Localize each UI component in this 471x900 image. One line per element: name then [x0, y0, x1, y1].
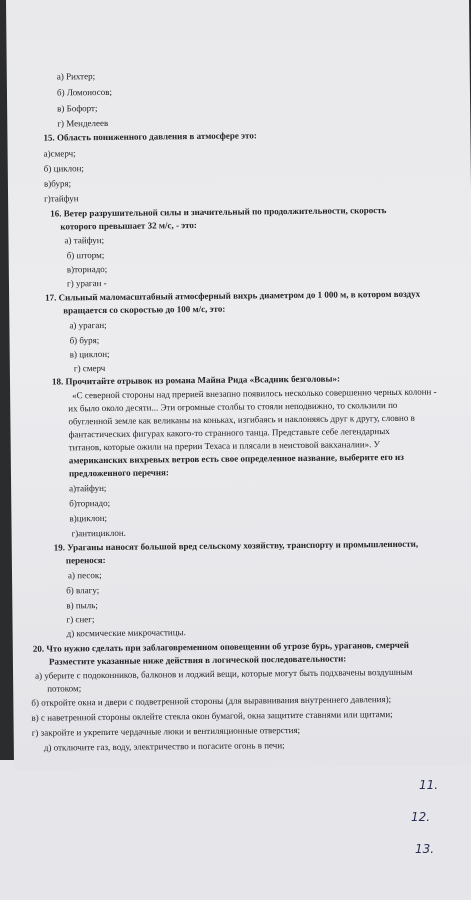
q15-option-d: г)тайфун	[44, 193, 79, 204]
q14-option-a: а) Рихтер;	[56, 71, 96, 82]
handwritten-notes	[409, 778, 459, 874]
q17-question-line2: вращается со скоростью до 100 м/с, это:	[63, 303, 226, 316]
q17-question-line1: 17. Сильный маломасштабный атмосферный вихрь диаметром до 1 000 м, в котором воздух	[45, 288, 421, 303]
q15-question: 15. Область пониженного давления в атмосфере это:	[43, 130, 257, 143]
q20-option-a: а) уберите с подоконников, балконов и лоджий вещи, которые могут быть подхвачены воздушным	[35, 666, 413, 681]
q17-option-a: а) ураган;	[69, 319, 107, 331]
handwritten-note-12: 12.	[411, 810, 431, 824]
q18-text-line3: обугленной земле как великаны на коньках, изгибаясь и наклоняясь друг к другу, словно в	[68, 412, 415, 427]
q18-option-d: г)антициклон.	[71, 527, 126, 539]
q18-text-line4: фантастических фигурах какого-то странного танца. Представьте себе легендарных	[68, 426, 390, 440]
q19-option-c: в) пыль;	[66, 600, 98, 611]
q18-text-line2: их было около десяти... Эти огромные столбы то стояли неподвижно, то скользили по	[68, 399, 398, 414]
q16-option-b: б) шторм;	[66, 249, 105, 261]
q18-text-line7: предложенного перечня:	[68, 467, 169, 479]
q15-option-a: а)смерч;	[43, 148, 76, 159]
q15-option-b: б) циклон;	[43, 163, 84, 174]
document-sheet	[6, 0, 471, 770]
q18-text-line5: титанов, которые ожили на прерии Техаса и плясали в неистовой вакханалии». У	[68, 439, 381, 453]
q20-option-e: д) отключите газ, воду, электричество и погасите огонь в печи;	[43, 740, 285, 753]
q18-option-b: б)торнадо;	[69, 497, 111, 509]
q18-option-c: в)циклон;	[69, 512, 108, 524]
q19-option-b: б) влагу;	[66, 585, 100, 596]
q16-option-a: а) тайфун;	[64, 234, 105, 246]
q20-option-a-cont: потоком;	[47, 683, 82, 694]
q14-option-d: г) Менделеев	[57, 117, 109, 129]
q18-text-line1: «С северной стороны над прерией внезапно появилось несколько совершенно черных колонн -	[72, 386, 437, 401]
q16-option-c: в)торнадо;	[66, 263, 108, 275]
q20-option-c: в) с наветренной стороны оклейте стекла окон бумагой, окна защитите ставнями или щитами;	[31, 708, 393, 723]
q19-question-line2: перенося:	[65, 554, 106, 566]
q19-option-e: д) космические микрочастицы.	[66, 627, 186, 639]
q17-option-c: в) циклон;	[69, 348, 110, 360]
q19-option-a: а) песок;	[67, 570, 102, 581]
q14-option-c: в) Бофорт;	[57, 103, 98, 114]
q16-option-d: г) ураган -	[66, 277, 107, 289]
handwritten-note-13: 13.	[415, 842, 435, 856]
q19-question-line1: 19. Ураганы наносят большой вред сельскому хозяйству, транспорту и промышленности,	[53, 538, 419, 553]
q15-option-c: в)буря;	[43, 178, 72, 189]
paper-lower-area	[0, 760, 471, 900]
q16-question-line1: 16. Ветер разрушительной силы и значительный по продолжительности, скорость	[50, 205, 387, 219]
q14-option-b: б) Ломоносов;	[56, 86, 113, 98]
q18-question: 18. Прочитайте отрывок из романа Майна Рида «Всадник безголовы»:	[51, 373, 341, 387]
q17-option-b: б) буря;	[69, 335, 100, 346]
q18-option-a: а)тайфун;	[69, 482, 107, 494]
q20-option-b: б) откройте окна и двери с подветренной стороны (для выравнивания внутреннего давления);	[31, 694, 392, 708]
q20-question-line2: Разместите указанные ниже действия в логической последовательности:	[48, 653, 347, 667]
q18-text-line6: американских вихревых ветров есть свое определенное название, выберите его из	[68, 451, 404, 466]
q17-option-d: г) смерч	[73, 362, 106, 374]
q19-option-d: г) снег;	[66, 614, 95, 625]
handwritten-note-11: 11.	[419, 778, 439, 792]
q20-option-d: г) закройте и укрепите чердачные люки и вентиляционные отверстия;	[31, 724, 301, 738]
q20-question-line1: 20. Что нужно сделать при заблаговременном оповещении об угрозе бурь, ураганов, смерчей	[32, 639, 409, 654]
q16-question-line2: которого превышает 32 м/с, - это:	[60, 220, 197, 232]
